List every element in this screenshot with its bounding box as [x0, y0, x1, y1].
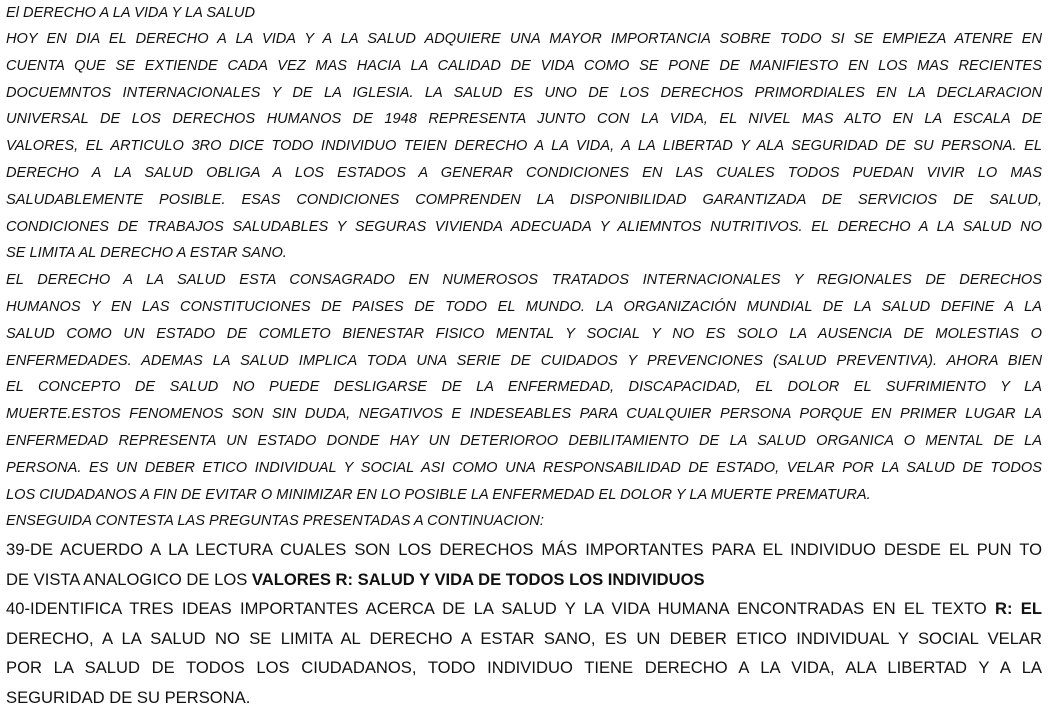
answer-line: POR LA SALUD DE TODOS LOS CIUDADANOS, TODO INDIVIDUO TIENE DERECHO A LA VIDA, ALA LIBERTAD Y A LA — [6, 658, 1042, 678]
paragraph-line: ENFERMEDAD REPRESENTA UN ESTADO DONDE HAY UN DETERIOROO DEBILITAMIENTO DE LA SALUD ORGANICA O MENTAL DE LA — [6, 432, 1042, 449]
document-page — [6, 0, 1042, 712]
paragraph-line: DOCUEMNTOS INTERNACIONALES Y DE LA IGLESIA. LA SALUD ES UNO DE LOS DERECHOS PRIMORDIALES EN LA DECLARACION — [6, 84, 1042, 101]
answer-line: DERECHO, A LA SALUD NO SE LIMITA AL DERECHO A ESTAR SANO, ES UN DEBER ETICO INDIVIDUAL Y SOCIAL VELAR — [6, 628, 1042, 648]
paragraph-2 — [6, 267, 1042, 508]
paragraph-1 — [6, 26, 1042, 267]
question-text: 40-IDENTIFICA TRES IDEAS IMPORTANTES ACERCA DE LA SALUD Y LA VIDA HUMANA ENCONTRADAS EN EL TEXTO — [6, 599, 995, 619]
paragraph-line: ENFERMEDADES. ADEMAS LA SALUD IMPLICA TODA UNA SERIE DE CUIDADOS Y PREVENCIONES (SALUD PREVENTIVA). AHORA BIEN — [6, 352, 1042, 369]
paragraph-line: HOY EN DIA EL DERECHO A LA VIDA Y A LA SALUD ADQUIERE UNA MAYOR IMPORTANCIA SOBRE TODO SI SE EMPIEZA ATENRE EN — [6, 31, 1042, 47]
paragraph-line: UNIVERSAL DE LOS DERECHOS HUMANOS DE 1948 REPRESENTA JUNTO CON LA VIDA, EL NIVEL MAS ALTO EN LA ESCALA DE — [6, 111, 1042, 128]
paragraph-line: EL DERECHO A LA SALUD ESTA CONSAGRADO EN NUMEROSOS TRATADOS INTERNACIONALES Y REGIONALES DE DERECHOS — [6, 272, 1042, 289]
question-40 — [6, 594, 1042, 712]
paragraph-line: HUMANOS Y EN LAS CONSTITUCIONES DE PAISES DE TODO EL MUNDO. LA ORGANIZACIÓN MUNDIAL DE LA SALUD DEFINE A LA — [6, 298, 1042, 315]
instruction-line: ENSEGUIDA CONTESTA LAS PREGUNTAS PRESENTADAS A CONTINUACION: — [6, 513, 544, 530]
paragraph-line: MUERTE.ESTOS FENOMENOS SON SIN DUDA, NEGATIVOS E INDESEABLES PARA CUALQUIER PERSONA PORQUE EN PRIMER LUGAR LA — [6, 406, 1042, 423]
question-39 — [6, 535, 1042, 594]
document-title: El DERECHO A LA VIDA Y LA SALUD — [6, 5, 255, 21]
paragraph-line: SALUD COMO UN ESTADO DE COMLETO BIENESTAR FISICO MENTAL Y SOCIAL Y NO ES SOLO LA AUSENCIA DE MOLESTIAS O — [6, 325, 1042, 342]
question-text: DE VISTA ANALOGICO DE LOS — [6, 569, 252, 589]
paragraph-line: DERECHO A LA SALUD OBLIGA A LOS ESTADOS A GENERAR CONDICIONES EN LAS CUALES TODOS PUEDAN VIVIR LO MAS — [6, 164, 1042, 181]
paragraph-line: PERSONA. ES UN DEBER ETICO INDIVIDUAL Y SOCIAL ASI COMO UNA RESPONSABILIDAD DE ESTADO, VELAR POR LA SALUD DE TODOS — [6, 459, 1042, 476]
question-line — [6, 565, 1042, 595]
question-line: 39-DE ACUERDO A LA LECTURA CUALES SON LOS DERECHOS MÁS IMPORTANTES PARA EL INDIVIDUO DESDE EL PUN TO — [6, 540, 1042, 560]
paragraph-line: EL CONCEPTO DE SALUD NO PUEDE DESLIGARSE DE LA ENFERMEDAD, DISCAPACIDAD, EL DOLOR EL SUFRIMIENTO Y LA — [6, 379, 1042, 396]
answer-text: VALORES R: SALUD Y VIDA DE TODOS LOS INDIVIDUOS — [251, 569, 705, 589]
paragraph-line: VALORES, EL ARTICULO 3RO DICE TODO INDIVIDUO TEIEN DERECHO A LA VIDA, A LA LIBERTAD Y ALA SEGURIDAD DE SU PERSONA. EL — [6, 138, 1042, 155]
paragraph-line: CONDICIONES DE TRABAJOS SALUDABLES Y SEGURAS VIVIENDA ADECUADA Y ALIEMNTOS NUTRITIVOS. EL DERECHO A LA SALUD NO — [6, 218, 1042, 235]
question-line — [6, 594, 1042, 624]
answer-text: R: EL — [994, 599, 1042, 619]
paragraph-line: CUENTA QUE SE EXTIENDE CADA VEZ MAS HACIA LA CALIDAD DE VIDA COMO SE PONE DE MANIFIESTO EN LOS MAS RECIENTES — [6, 57, 1042, 74]
paragraph-line: LOS CIUDADANOS A FIN DE EVITAR O MINIMIZAR EN LO POSIBLE LA ENFERMEDAD EL DOLOR Y LA MUERTE PREMATURA. — [6, 486, 871, 503]
answer-line: SEGURIDAD DE SU PERSONA. — [6, 687, 251, 707]
paragraph-line: SE LIMITA AL DERECHO A ESTAR SANO. — [6, 245, 287, 262]
paragraph-line: SALUDABLEMENTE POSIBLE. ESAS CONDICIONES COMPRENDEN LA DISPONIBILIDAD GARANTIZADA DE SERVICIOS DE SALUD, — [6, 191, 1042, 208]
